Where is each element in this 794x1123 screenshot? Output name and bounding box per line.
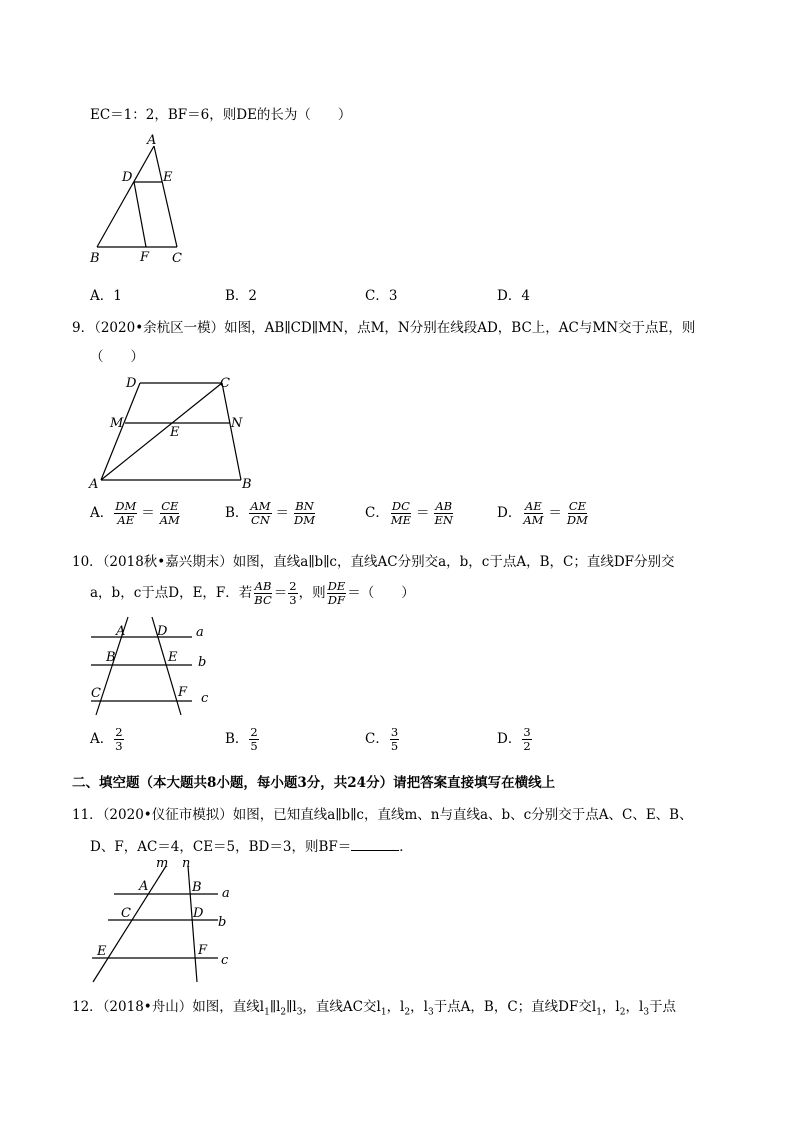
q8-option-a[interactable]: A．1 [90, 288, 122, 304]
q11-stem-text: 如图，已知直线a∥b∥c，直线m、n与直线a、b、c分别交于点A、C、E、B、 [232, 807, 693, 823]
q8-label-d: D [122, 170, 133, 185]
q9-stem [72, 316, 695, 336]
q11-source: （2020•仪征市模拟） [102, 807, 233, 823]
q10-stem-text: 如图，直线a∥b∥c，直线AC分别交a，b，c于点A，B，C；直线DF分别交 [232, 554, 675, 570]
q9-label-d: D [126, 376, 137, 391]
q10-label-f: F [178, 685, 188, 700]
q8-label-c: C [172, 251, 182, 266]
q11-stem-line2: D、F，AC＝4，CE＝5，BD＝3，则BF＝ ． [90, 839, 413, 855]
q11-line-m: m [156, 856, 169, 871]
q11-line-c: c [221, 953, 229, 968]
q11-line-b: b [218, 915, 227, 930]
q10-stem-line2: a，b，c于点D，E，F．若 $\frac{AB}{BC}$ ＝ $\frac{2}{3}$ ，则 $\frac{DE}{DF}$ ＝（ ） [90, 579, 415, 607]
q10-option-d[interactable]: D． $\frac{3}{2}$ [497, 725, 531, 753]
q12-stem: 12．（2018•舟山）如图，直线$l_1\parallel l_2\parallel l_3$，直线AC交$l_1$，$l_2$，$l_3$于点A，B，C；直线DF交$l_1$，$l_2$，$l_3$于点 [72, 999, 677, 1018]
q10-figure [88, 612, 228, 722]
q8-label-b: B [90, 251, 100, 266]
q11-label-b: B [192, 880, 202, 895]
q11-number: 11． [72, 807, 103, 823]
q8-option-c[interactable]: C．3 [365, 288, 398, 304]
q11-figure [88, 856, 238, 986]
q11-answer-blank[interactable] [351, 838, 399, 851]
section2-title: 二、填空题（本大题共8小题，每小题3分，共24分）请把答案直接填写在横线上 [72, 775, 556, 791]
q9-label-a: A [89, 477, 99, 492]
q8-option-d[interactable]: D．4 [497, 288, 530, 304]
q8-label-e: E [163, 170, 173, 185]
q8-stem-tail: EC＝1：2，BF＝6，则DE的长为（ ） [90, 107, 352, 123]
q8-option-b[interactable]: B．2 [225, 288, 258, 304]
q10-number: 10． [72, 554, 103, 570]
q9-label-e: E [170, 425, 180, 440]
q10-line-b: b [198, 655, 207, 670]
q10-label-d: D [157, 624, 168, 639]
q11-line-n: n [182, 856, 191, 871]
q10-option-c[interactable]: C． $\frac{3}{5}$ [365, 725, 399, 753]
q8-label-a: A [147, 133, 157, 148]
q9-figure [86, 372, 261, 497]
q11-stem [72, 803, 693, 823]
q10-stem [72, 550, 675, 570]
q9-option-b[interactable]: B． $\frac{AM}{CN}$ ＝ $\frac{BN}{DM}$ [225, 499, 316, 527]
q12-source: （2018•舟山） [102, 999, 193, 1015]
q10-label-a: A [116, 624, 126, 639]
q11-label-e: E [97, 944, 107, 959]
q9-source: （2020•余杭区一模） [94, 320, 225, 336]
q8-label-f: F [140, 250, 150, 265]
q9-option-d[interactable]: D． $\frac{AE}{AM}$ ＝ $\frac{CE}{DM}$ [497, 499, 588, 527]
q9-number: 9． [72, 320, 95, 336]
q9-label-n: N [231, 416, 243, 431]
q10-label-e: E [168, 650, 178, 665]
q10-label-b: B [106, 650, 116, 665]
q9-label-b: B [242, 477, 252, 492]
q9-stem-tail: （ ） [90, 349, 144, 365]
q12-number: 12． [72, 999, 103, 1015]
q10-line-a: a [196, 625, 204, 640]
q9-label-c: C [220, 376, 230, 391]
q9-label-m: M [110, 416, 124, 431]
q11-line-a: a [222, 886, 230, 901]
q9-stem-text: 如图，AB∥CD∥MN，点M，N分别在线段AD，BC上，AC与MN交于点E，则 [224, 320, 696, 336]
q10-label-c: C [91, 686, 101, 701]
q11-label-a: A [139, 879, 149, 894]
q9-option-c[interactable]: C． $\frac{DC}{ME}$ ＝ $\frac{AB}{EN}$ [365, 499, 453, 527]
q11-label-f: F [198, 943, 208, 958]
q10-option-a[interactable]: A． $\frac{2}{3}$ [90, 725, 123, 753]
q10-line-c: c [201, 691, 209, 706]
q8-figure [88, 132, 198, 267]
q10-source: （2018秋•嘉兴期末） [102, 554, 233, 570]
q9-option-a[interactable]: A． $\frac{DM}{AE}$ ＝ $\frac{CE}{AM}$ [90, 499, 180, 527]
q11-label-c: C [121, 906, 131, 921]
q10-option-b[interactable]: B． $\frac{2}{5}$ [225, 725, 258, 753]
q11-label-d: D [193, 906, 204, 921]
